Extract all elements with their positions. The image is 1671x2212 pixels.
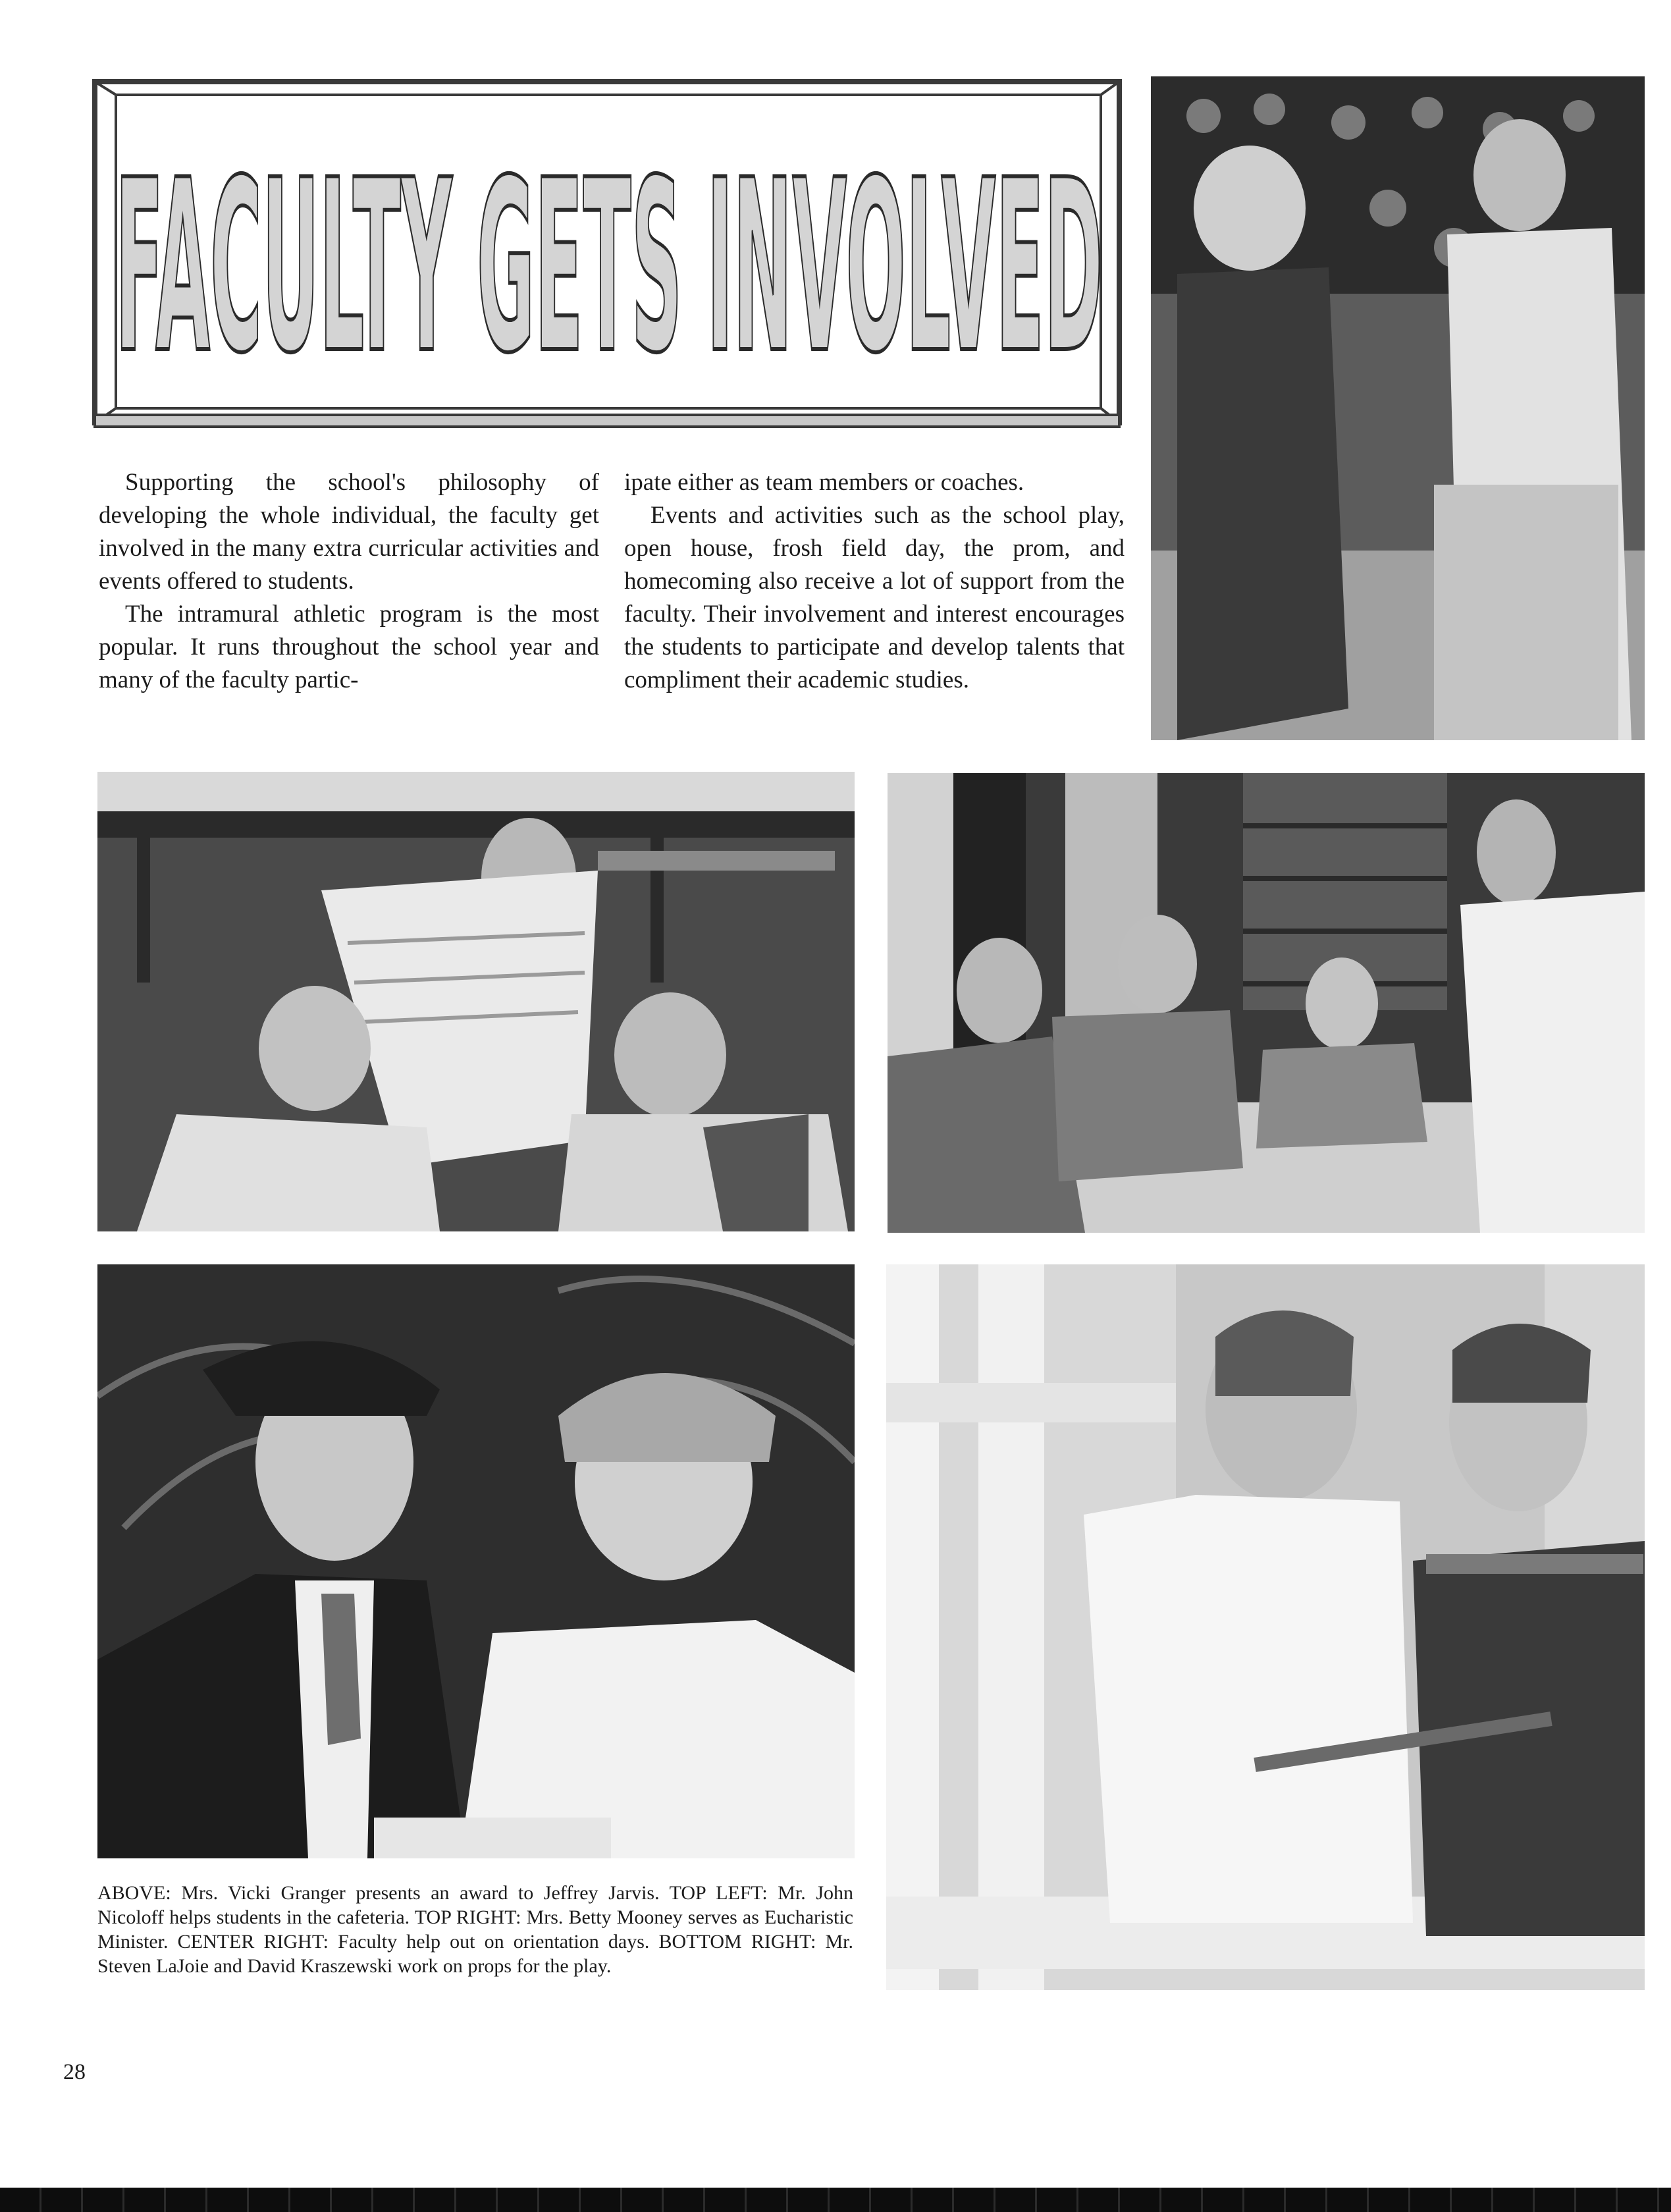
photo-play-props: [886, 1264, 1645, 1990]
body-paragraph: The intramural athletic program is the most popular. It runs throughout the school year and many of the faculty partic-: [99, 601, 599, 693]
page-number: 28: [63, 2060, 86, 2084]
body-paragraph: Events and activities such as the school play, open house, frosh field day, the prom, and homecoming also receive a lot of support from the faculty. Their involvement and interest encourages the students to participate and develop talents that compliment their academic studies.: [624, 502, 1125, 693]
title-banner: [92, 72, 1126, 441]
body-column-2: [624, 466, 1125, 697]
bottom-edge-strip: [0, 2188, 1671, 2212]
photo-cafeteria: [97, 772, 855, 1231]
body-paragraph: Supporting the school's philosophy of developing the whole individual, the faculty get involved in the many extra curricular activities and events offered to students.: [99, 469, 599, 595]
body-paragraph: ipate either as team members or coaches.: [624, 469, 1024, 496]
photo-award-presentation: [1151, 76, 1645, 740]
body-column-1: [99, 466, 599, 697]
photo-eucharistic-minister: [888, 773, 1645, 1233]
photo-orientation-day: [97, 1264, 855, 1858]
page-title: FACULTY GETS INVOLVED: [115, 129, 1103, 405]
photo-caption: ABOVE: Mrs. Vicki Granger presents an award to Jeffrey Jarvis. TOP LEFT: Mr. John Nicoloff helps students in the cafeteria. TOP RIGHT: Mrs. Betty Mooney serves as Eucharistic Minister. CENTER RIGHT: Faculty help out on orientation days. BOTTOM RIGHT: Mr. Steven LaJoie and David Kraszewski work on props for the play.: [97, 1882, 853, 1977]
